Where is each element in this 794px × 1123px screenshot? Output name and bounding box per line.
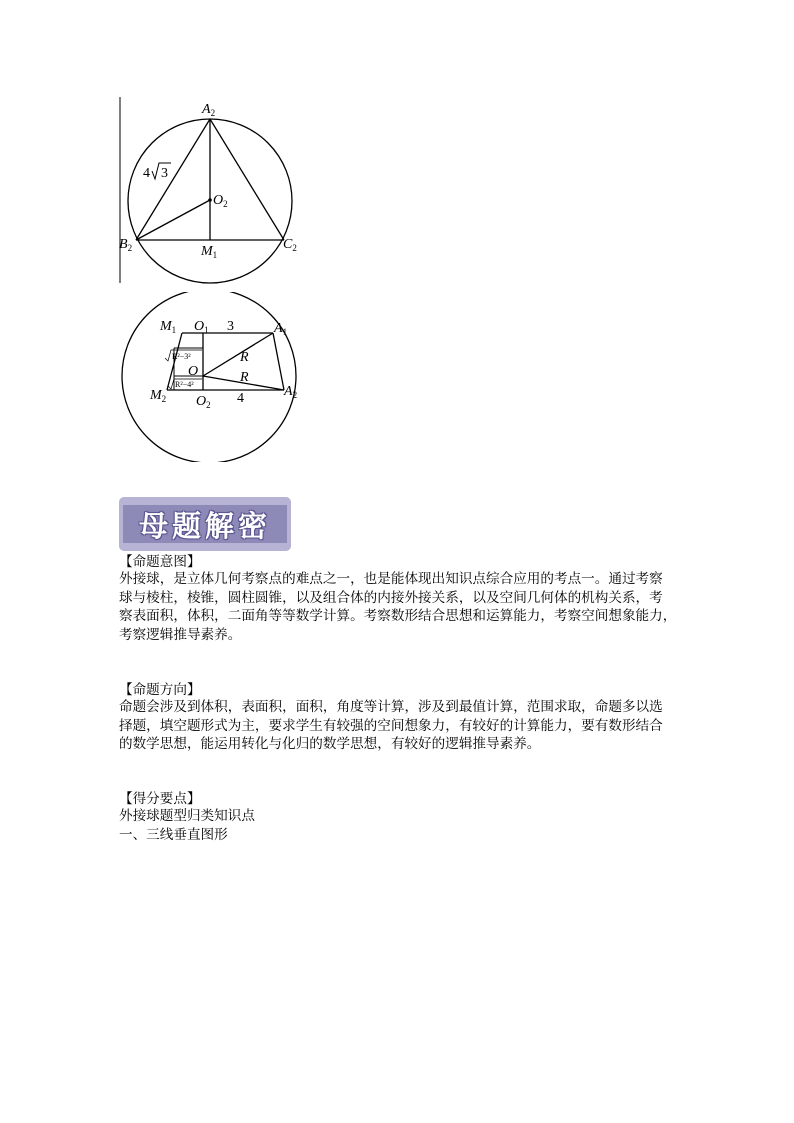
label-length-3: 3 xyxy=(227,319,234,334)
text-line: 的数学思想，能运用转化与化归的数学思想，有较好的逻辑推导素养。 xyxy=(119,736,541,752)
label-side-length xyxy=(143,163,171,181)
label-m1: $M_1$ xyxy=(201,244,218,260)
label-sqrt-bottom xyxy=(168,379,202,389)
text-line: 命题会涉及到体积，表面积，面积，角度等计算，涉及到最值计算，范围求取，命题多以选 xyxy=(119,699,663,715)
label-length-4: 4 xyxy=(237,391,244,406)
label-b2: $B_2$ xyxy=(119,237,133,253)
paragraph-scoring-points xyxy=(119,807,679,844)
svg-text:4: 4 xyxy=(143,166,150,181)
section-banner xyxy=(119,497,291,551)
radius-o-a1 xyxy=(203,333,273,376)
heading-scoring-points: 【得分要点】 xyxy=(119,791,201,807)
segment-a1-a2 xyxy=(273,333,284,390)
text-line: 外接球题型归类知识点 xyxy=(119,808,255,824)
heading-proposition-direction: 【命题方向】 xyxy=(119,682,201,698)
center-point-o2 xyxy=(208,198,212,202)
label-o1: $O_1$ xyxy=(194,319,209,335)
label-c2: $C_2$ xyxy=(283,237,297,253)
label-o2: $O_2$ xyxy=(213,193,228,209)
text-line: 择题，填空题形式为主，要求学生有较强的空间想象力，有较好的计算能力，要有数形结合 xyxy=(119,717,663,734)
label-a2: $A_2$ xyxy=(284,384,298,400)
figure-circumscribed-triangle xyxy=(116,95,316,285)
label-m2: $M_2$ xyxy=(150,388,167,404)
label-a2: $A_2$ xyxy=(202,102,216,118)
paragraph-proposition-direction xyxy=(119,698,679,754)
svg-text:3: 3 xyxy=(161,166,168,181)
label-o: O xyxy=(188,364,199,379)
label-m1: $M_1$ xyxy=(160,319,177,335)
label-o2: $O_2$ xyxy=(196,394,211,410)
svg-text:R²−4²: R²−4² xyxy=(175,380,194,389)
banner-title: 母题解密 xyxy=(138,508,271,543)
heading-proposition-intent: 【命题意图】 xyxy=(119,554,201,570)
label-r-top: R xyxy=(240,350,249,365)
svg-text:R²−3²: R²−3² xyxy=(172,352,191,361)
text-line: 外接球，是立体几何考察点的难点之一，也是能体现出知识点综合应用的考点一。通过考察 xyxy=(119,571,663,587)
side-a2-c2 xyxy=(210,119,284,240)
text-line: 球与棱柱，棱锥，圆柱圆锥，以及组合体的内接外接关系，以及空间几何体的机构关系，考 xyxy=(119,589,663,606)
text-line: 察表面积，体积，二面角等等数学计算。考察数形结合思想和运算能力，考察空间想象能力， xyxy=(119,608,677,624)
text-line: 考察逻辑推导素养。 xyxy=(119,626,242,643)
label-sqrt-top xyxy=(165,350,202,361)
paragraph-proposition-intent xyxy=(119,570,679,644)
figure-sphere-cross-section xyxy=(116,292,316,462)
segment-b2-o2 xyxy=(136,200,210,240)
text-line: 一、三线垂直图形 xyxy=(119,826,228,843)
label-a1: $A_1$ xyxy=(274,321,288,337)
label-r-bottom: R xyxy=(240,370,249,385)
